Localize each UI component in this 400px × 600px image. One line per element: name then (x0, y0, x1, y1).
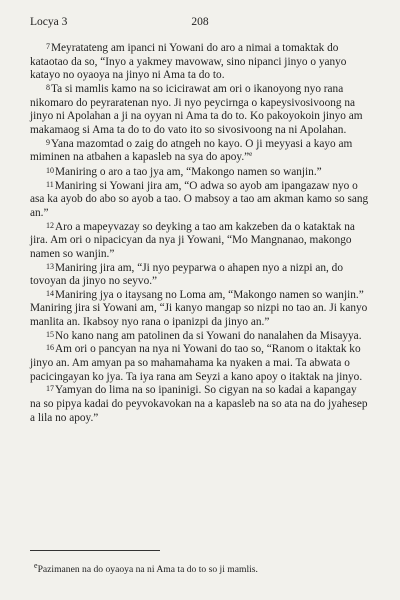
verse-text: Yana mazomtad o zaig do atngeh no kayo. O ji meyyasi a kayo am miminen na atbahen a kapasleb na sya do apoy.” (30, 137, 353, 164)
page-number: 208 (191, 16, 209, 28)
verse-number: 10 (46, 165, 54, 175)
footnote-reference[interactable]: e (249, 150, 253, 159)
verse-number: 17 (46, 384, 54, 394)
verse-text: Aro a mapeyvazay so deyking a tao am kakzeben da o kataktak na jira. Am ori o nipacicyan da nya ji Yowani, “Mo Mangnanao, makongo namen so wanjin.” (30, 220, 355, 260)
verse-text: Maniring si Yowani jira am, “O adwa so ayob am ipangazaw nyo o asa ka ayob do abo so ayob a tao. O mabsoy a tao am akman kamo so sang an.” (30, 179, 369, 219)
verse-number: 8 (46, 82, 50, 92)
verse (30, 262, 370, 289)
verse-number: 11 (46, 179, 54, 189)
verse (30, 289, 370, 330)
verse-number: 16 (46, 343, 54, 353)
verse-number: 9 (46, 137, 50, 147)
footnote-divider (30, 550, 160, 551)
verse-text: Maniring jya o itaysang no Loma am, “Makongo namen so wanjin.” Maniring jira si Yowani am, “Ji kanyo mangap so nizpi no tao an. Ji kanyo manlita an. Ikabsoy nyo rana o ipanizpi da jinyo an.” (30, 288, 368, 329)
page-header (30, 16, 370, 32)
verse-text: Maniring o aro a tao jya am, “Makongo namen so wanjin.” (55, 165, 322, 178)
verse-text: Maniring jira am, “Ji nyo peyparwa o ahapen nyo a nizpi an, do tovoyan da jinyo no seyvo.” (30, 261, 343, 288)
verse (30, 343, 370, 384)
verse (30, 221, 370, 262)
footnote (30, 560, 370, 576)
verse (30, 138, 370, 166)
running-head: Locya 3 (30, 16, 68, 28)
verse (30, 166, 370, 180)
verse (30, 42, 370, 83)
verse (30, 330, 370, 344)
verse-number: 15 (46, 329, 54, 339)
verse-number: 12 (46, 220, 54, 230)
scripture-text (30, 42, 370, 425)
verse (30, 180, 370, 221)
verse-number: 13 (46, 261, 54, 271)
verse-text: Am ori o pancyan na nya ni Yowani do tao so, “Ranom o itaktak ko jinyo an. Am amyan pa so mahamahama ka nyaken a mai. Ta abwata o pacicingayan ko jya. Ta iya rana am Seyzi a kano apoy o itaktak na jinyo. (30, 343, 363, 383)
verse (30, 384, 370, 425)
verse-text: Meyratateng am ipanci ni Yowani do aro a nimai a tomaktak do kataotao da so, “Inyo a yakmey mavowaw, sino nipanci jinyo o yanyo katayo no oyaoya na jinyo ni Ama ta do to. (30, 42, 347, 82)
verse-number: 7 (46, 42, 50, 51)
verse-text: No kano nang am patolinen da si Yowani do nanalahen da Misayya. (55, 329, 362, 342)
verse-text: Yamyan do lima na so ipaninigi. So cigyan na so kadai a kapangay na so pipya kadai do peyvokavokan na a kapasleb na so ata na do jyahesep a lila no apoy.” (30, 384, 368, 424)
verse (30, 83, 370, 138)
footnote-marker: e (34, 561, 38, 570)
verse-text: Ta si mamlis kamo na so icicirawat am ori o ikanoyong nyo rana nikomaro do peyraratenan nyo. Ji nyo peycirnga o kapeysivosivoong na jinyo ni Apolahan a ji na oyyan ni Ama ta do to. Ko pakoyokoin jinyo am makamaog si Ama ta do to do vato ito so sivosivoong na ni Apolahan. (30, 82, 363, 136)
footnote-text: Pazimanen na do oyaoya na ni Ama ta do to so ji mamlis. (37, 564, 258, 576)
verse-number: 14 (46, 288, 54, 298)
